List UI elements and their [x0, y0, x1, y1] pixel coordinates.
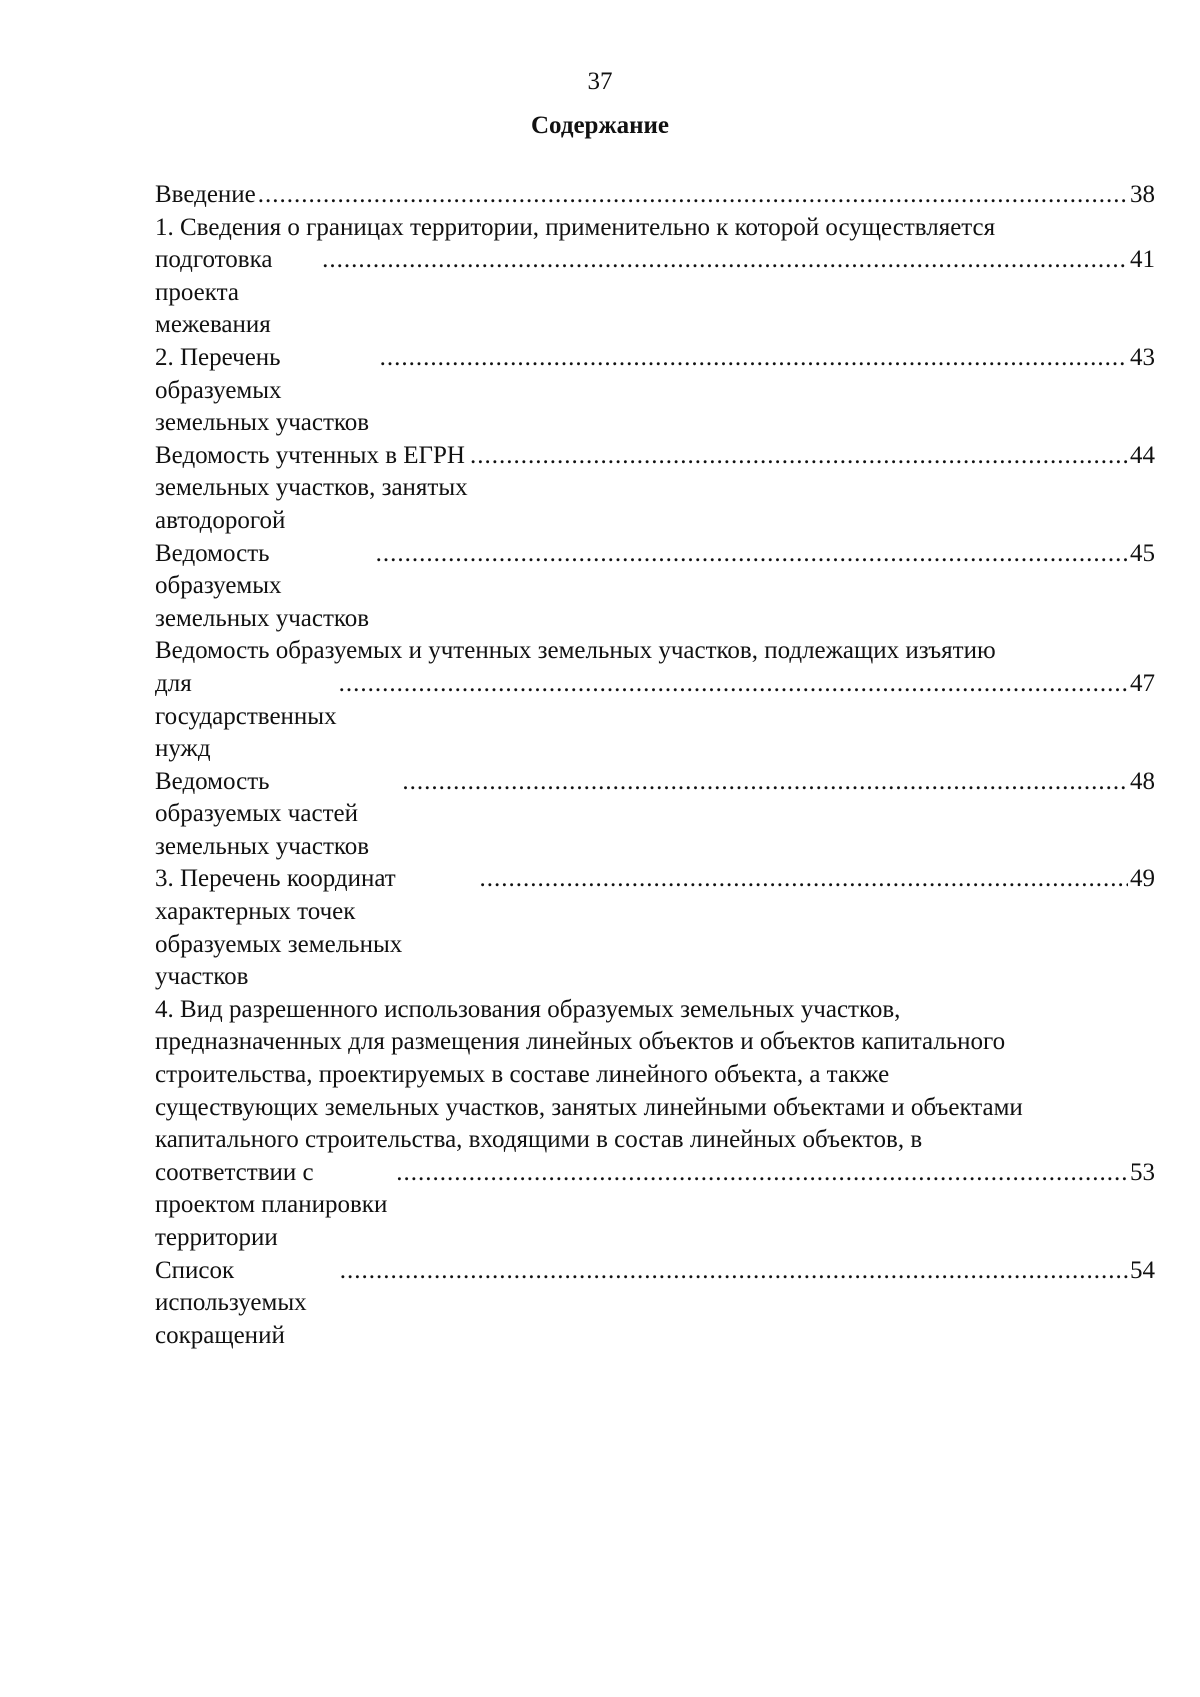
toc-entry-section-2 — [155, 342, 1155, 440]
toc-entry-text: 3. Перечень координат характерных точек образуемых земельных участков — [155, 865, 403, 991]
toc-entry-withdrawal-statement — [155, 635, 1155, 765]
toc-entry-text: Ведомость образуемых частей земельных участков — [155, 767, 370, 860]
toc-entry-text-line-1: Ведомость образуемых и учтенных земельных участков, подлежащих изъятию — [155, 637, 996, 665]
toc-entry-page: 53 — [1130, 1158, 1155, 1186]
toc-entry-text: Ведомость образуемых земельных участков — [155, 539, 370, 632]
toc-entry-introduction — [155, 179, 1155, 212]
toc-entry-page: 44 — [1130, 441, 1155, 469]
toc-entry-text-line-6: соответствии с проектом планировки территории — [155, 1158, 388, 1251]
toc-entry-page: 45 — [1130, 539, 1155, 567]
toc-entry-formed-plots-statement — [155, 538, 1155, 636]
toc-title: Содержание — [530, 112, 669, 139]
toc-entry-page: 54 — [1130, 1256, 1155, 1284]
dot-leader — [480, 863, 1128, 896]
toc-entry-section-3 — [155, 863, 1155, 993]
dot-leader — [380, 342, 1128, 375]
toc-entry-page: 43 — [1130, 343, 1155, 371]
toc-entry-text-line-2: для государственных нужд — [155, 669, 337, 763]
toc-entry-page: 47 — [1130, 669, 1155, 697]
toc-entry-plot-parts-statement — [155, 766, 1155, 864]
toc-entry-page: 41 — [1130, 246, 1155, 274]
toc-entry-text: Список используемых сокращений — [155, 1256, 307, 1349]
toc-entry-text-line-3: строительства, проектируемых в составе линейного объекта, а также — [155, 1061, 890, 1089]
toc-entry-text-line-2: предназначенных для размещения линейных объектов и объектов капитального — [155, 1028, 1006, 1056]
page-number: 37 — [587, 68, 613, 95]
table-of-contents — [155, 179, 1155, 1352]
toc-entry-section-1 — [155, 212, 1155, 342]
toc-entry-text-line-4: существующих земельных участков, занятых линейными объектами и объектами — [155, 1093, 1023, 1121]
toc-entry-abbreviations — [155, 1255, 1155, 1353]
toc-entry-page: 38 — [1130, 181, 1155, 208]
toc-entry-text: Введение — [155, 181, 256, 208]
dot-leader — [402, 766, 1128, 799]
toc-entry-text-line-1: 1. Сведения о границах территории, применительно к которой осуществляется — [155, 213, 996, 241]
dot-leader — [322, 244, 1128, 277]
dot-leader — [258, 179, 1128, 212]
toc-entry-page: 48 — [1130, 767, 1155, 795]
dot-leader — [396, 1157, 1128, 1190]
toc-entry-section-4 — [155, 994, 1155, 1255]
toc-entry-text-line-2: подготовка проекта межевания — [155, 246, 273, 339]
dot-leader — [470, 440, 1128, 473]
dot-leader — [340, 1255, 1128, 1288]
dot-leader — [339, 668, 1128, 701]
toc-entry-page: 49 — [1130, 865, 1155, 893]
toc-entry-text: 2. Перечень образуемых земельных участков — [155, 343, 370, 437]
toc-entry-text-line-5: капитального строительства, входящими в состав линейных объектов, в — [155, 1126, 923, 1154]
toc-entry-text-line-1: 4. Вид разрешенного использования образуемых земельных участков, — [155, 995, 901, 1023]
dot-leader — [376, 538, 1128, 571]
toc-entry-egrn-statement — [155, 440, 1155, 538]
toc-entry-text: Ведомость учтенных в ЕГРН земельных участков, занятых автодорогой — [155, 441, 468, 534]
